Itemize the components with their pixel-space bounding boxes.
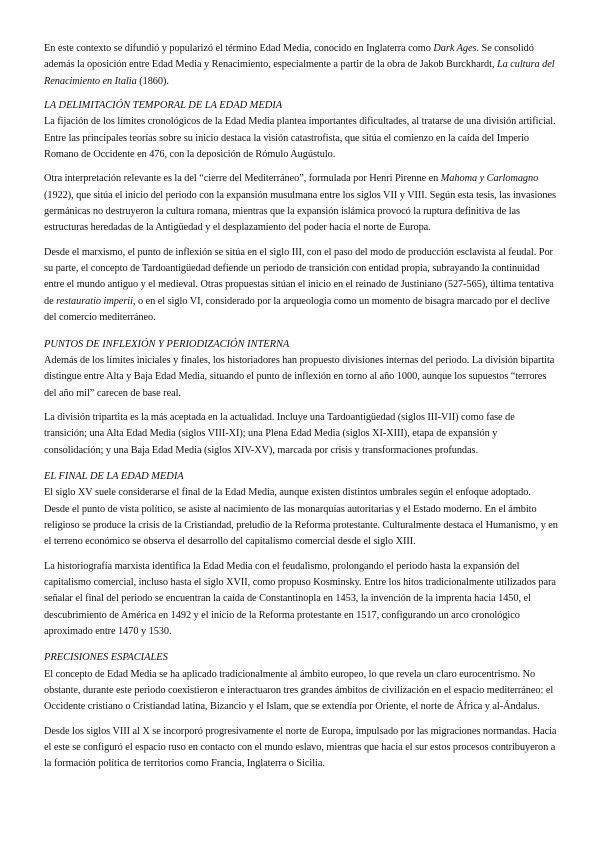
section-heading-delimitacion: LA DELIMITACIÓN TEMPORAL DE LA EDAD MEDIA xyxy=(44,100,283,112)
s1-p2-italic: Mahoma y Carlomagno xyxy=(440,173,539,185)
s1-p3-text-1: Desde el marxismo, el punto de inflexión se sitúa en el siglo III, con el paso del modo de producción esclavista al feudal. Por su parte, el concepto de Tardoantigüedad defiende un periodo de transición con entidad propia, subrayando la continuidad entre el mundo antiguo y el medieval. Otras propuestas sitúan el inicio en el reinado de Justiniano (527-565), última tentativa de xyxy=(44,246,554,307)
section-heading-puntos: PUNTOS DE INFLEXIÓN Y PERIODIZACIÓN INTERNA xyxy=(44,338,290,350)
s3-paragraph-2: La historiografía marxista identifica la Edad Media con el feudalismo, prolongando el periodo hasta la expansión del capitalismo comercial, incluso hasta el siglo XVII, como propuso Kosminsky. Entre los hitos tradicionalmente utilizados para señalar el final del periodo se encuentran la caída de Constantinopla en 1453, la invención de la imprenta hacia 1450, el descubrimiento de América en 1492 y el inicio de la Reforma protestante en 1517, configurando un arco cronológico aproximado entre 1470 y 1530. xyxy=(44,560,556,637)
s1-p3-italic: restauratio imperii xyxy=(56,295,133,307)
s1-paragraph-1: La fijación de los límites cronológicos de la Edad Media plantea importantes dificultades, al tratarse de una división artificial. Entre las principales teorías sobre su inicio destaca la visión catastrofista, que sitúa el comienzo en la caída del Imperio Romano de Occidente en 476, con la deposición de Rómulo Augústulo. xyxy=(44,116,556,161)
s1-p2-text-2: (1922), que sitúa el inicio del periodo con la expansión musulmana entre los siglos VII y VIII. Según esta tesis, las invasiones germánicas no destruyeron la cultura romana, mientras que la expansión islámica provocó la ruptura definitiva de las estructuras heredadas de la Antigüedad y el desplazamiento del poder hacia el norte de Europa. xyxy=(44,189,556,234)
s2-paragraph-1: Además de los límites iniciales y finales, los historiadores han propuesto divisiones internas del periodo. La división bipartita distingue entre Alta y Baja Edad Media, situando el punto de inflexión en torno al año 1000, aunque los supuestos “terrores del año mil” carecen de base real. xyxy=(44,354,555,399)
s3-paragraph-1: El siglo XV suele considerarse el final de la Edad Media, aunque existen distintos umbrales según el enfoque adoptado. Desde el punto de vista político, se asiste al nacimiento de las monarquías autoritarias y el Estado moderno. En el ámbito religioso se produce la crisis de la Cristiandad, preludio de la Reforma protestante. Culturalmente destaca el Humanismo, y en el terreno económico se observa el desarrollo del capitalismo comercial desde el siglo XIII. xyxy=(44,487,558,548)
s1-paragraph-2 xyxy=(44,171,558,236)
intro-text-2: . Se consolidó además la oposición entre Edad Media y Renacimiento, especialmente a partir de la obra de Jakob Burckhardt, xyxy=(44,43,534,71)
s1-p2-text-1: Otra interpretación relevante es la del “cierre del Mediterráneo”, formulada por Henri Pirenne en xyxy=(44,173,441,185)
intro-italic-dark-ages: Dark Ages xyxy=(433,43,477,54)
intro-italic-burckhardt: La cultura del Renacimiento en Italia xyxy=(44,59,555,87)
s2-paragraph-2: La división tripartita es la más aceptada en la actualidad. Incluye una Tardoantigüedad (siglos III-VII) como fase de transición; una Alta Edad Media (siglos VIII-XI); una Plena Edad Media (siglos XI-XIII), etapa de expansión y consolidación; y una Baja Edad Media (siglos XIV-XV), marcada por crisis y transformaciones profundas. xyxy=(44,411,515,456)
intro-text-3: (1860). xyxy=(136,75,169,87)
intro-paragraph xyxy=(44,41,558,90)
document-page xyxy=(44,41,558,781)
s4-paragraph-1: El concepto de Edad Media se ha aplicado tradicionalmente al ámbito europeo, lo que revela un claro eurocentrismo. No obstante, durante este periodo coexistieron e interactuaron tres grandes ámbitos de civilización en el espacio mediterráneo: el Occidente cristiano o Cristiandad latina, Bizancio y el Islam, que se extendía por Oriente, el norte de África y al-Ándalus. xyxy=(44,668,554,713)
intro-text-1: En este contexto se difundió y popularizó el término Edad Media, conocido en Inglaterra como xyxy=(44,43,434,54)
s4-paragraph-2: Desde los siglos VIII al X se incorporó progresivamente el norte de Europa, impulsado por las migraciones normandas. Hacia el este se configuró el espacio ruso en contacto con el mundo eslavo, mientras que hacia el sur estos procesos contribuyeron a la formación política de territorios como Francia, Inglaterra o Sicilia. xyxy=(44,725,557,770)
s1-p3-text-2: , o en el siglo VI, considerado por la arqueología como un momento de bisagra marcado por el declive del comercio mediterráneo. xyxy=(44,295,550,324)
section-heading-espaciales: PRECISIONES ESPACIALES xyxy=(44,652,168,664)
section-heading-final: EL FINAL DE LA EDAD MEDIA xyxy=(44,470,184,482)
s1-paragraph-3 xyxy=(44,245,558,327)
